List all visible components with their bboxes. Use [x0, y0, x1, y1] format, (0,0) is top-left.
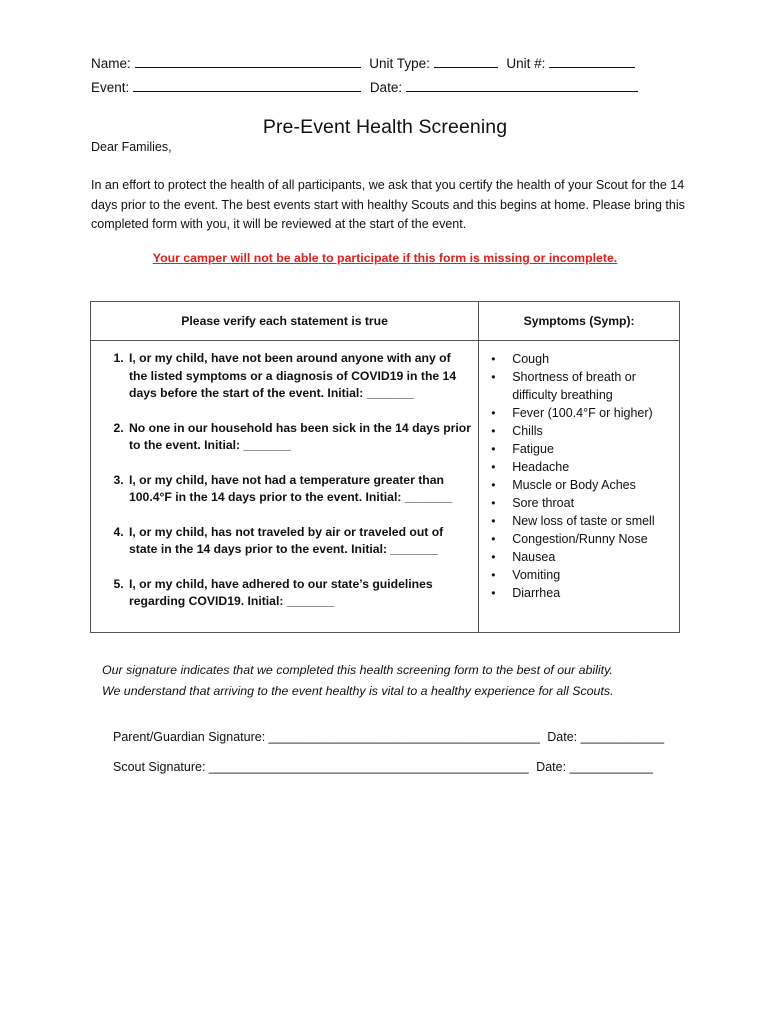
symptom-item: • Diarrhea	[512, 584, 672, 602]
date-label: Date:	[369, 80, 403, 95]
statements-list	[92, 342, 477, 611]
symptom-item: • Vomiting	[512, 566, 672, 584]
event-label: Event:	[91, 80, 130, 95]
affirmation-line: Our signature indicates that we completed this health screening form to the best of our ability.	[102, 663, 613, 677]
name-field[interactable]	[135, 56, 361, 68]
unit-number-field[interactable]	[549, 56, 635, 68]
symptom-item: • Headache	[512, 458, 672, 476]
unit-number-label: Unit #:	[506, 56, 546, 71]
parent-signature-row	[113, 730, 664, 744]
symptom-item: • Fatigue	[512, 440, 672, 458]
symptom-item: • Shortness of breath or difficulty breathing	[512, 368, 672, 404]
symptom-item: • New loss of taste or smell	[512, 512, 672, 530]
header-row-2	[91, 80, 638, 96]
page-title: Pre-Event Health Screening	[262, 116, 508, 138]
symptom-item: • Congestion/Runny Nose	[512, 530, 672, 548]
warning-notice: Your camper will not be able to participate if this form is missing or incomplete.	[152, 251, 618, 265]
unit-type-field[interactable]	[434, 56, 498, 68]
parent-signature-field[interactable]: Parent/Guardian Signature: _______________________________________	[113, 730, 540, 744]
affirmation-line: We understand that arriving to the event healthy is vital to a healthy experience for all Scouts.	[102, 683, 614, 698]
intro-paragraph: In an effort to protect the health of all participants, we ask that you certify the health of your Scout for the 14 days prior to the event. The best events start with healthy Scouts and this begins at home. Please bring this completed form with you, it will be reviewed at the start of the event.	[91, 178, 685, 231]
header-row-1	[91, 56, 635, 72]
symptom-item: • Chills	[512, 422, 672, 440]
symptoms-list	[480, 342, 678, 602]
parent-date-field[interactable]: Date: ____________	[547, 730, 665, 744]
scout-signature-field[interactable]: Scout Signature: ______________________________________________	[113, 760, 529, 774]
symptoms-cell	[479, 341, 680, 633]
salutation: Dear Families,	[91, 140, 172, 154]
symptom-item: • Sore throat	[512, 494, 672, 512]
statement-item: 2. No one in our household has been sick in the 14 days prior to the event. Initial: _______	[127, 420, 471, 455]
scout-date-field[interactable]: Date: ____________	[536, 760, 653, 774]
symptom-item: • Fever (100.4°F or higher)	[512, 404, 672, 422]
statement-item: 1. I, or my child, have not been around anyone with any of the listed symptoms or a diagnosis of COVID19 in the 14 days before the start of the event. Initial: _______	[127, 350, 471, 403]
scout-signature-row	[113, 760, 653, 774]
date-field[interactable]	[406, 80, 638, 92]
statement-item: 4. I, or my child, has not traveled by air or traveled out of state in the 14 days prior to the event. Initial: _______	[127, 524, 471, 559]
screening-table	[90, 301, 680, 633]
affirmation-text	[102, 660, 614, 701]
symptom-item: • Muscle or Body Aches	[512, 476, 672, 494]
symptoms-header: Symptoms (Symp):	[479, 302, 680, 341]
statements-header: Please verify each statement is true	[91, 302, 479, 341]
unit-type-label: Unit Type:	[369, 56, 430, 71]
event-field[interactable]	[133, 80, 361, 92]
symptom-item: • Cough	[512, 350, 672, 368]
statement-item: 5. I, or my child, have adhered to our state’s guidelines regarding COVID19. Initial: _______	[127, 576, 471, 611]
statement-item: 3. I, or my child, have not had a temperature greater than 100.4°F in the 14 days prior to the event. Initial: _______	[127, 472, 471, 507]
symptom-item: • Nausea	[512, 548, 672, 566]
statements-cell	[91, 341, 479, 633]
name-label: Name:	[91, 56, 131, 71]
